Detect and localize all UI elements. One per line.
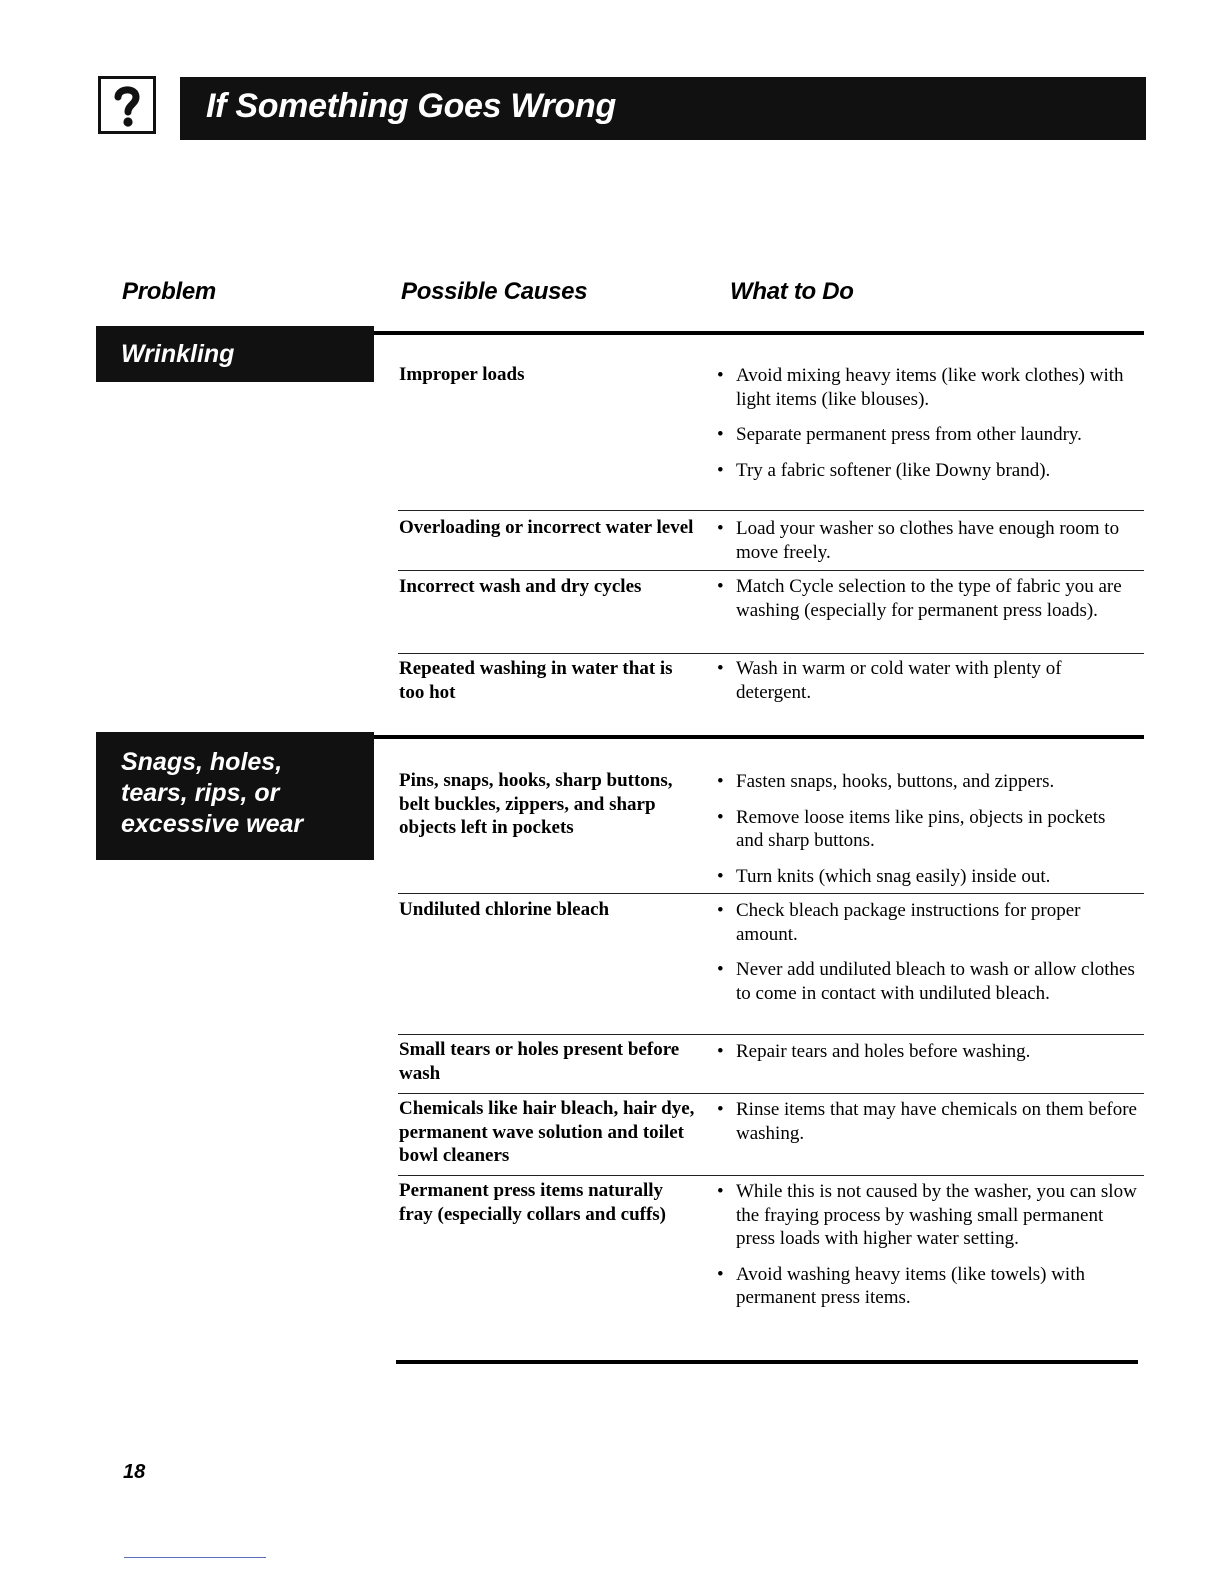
action-item: • Never add undiluted bleach to wash or allow clothes to come in contact with undiluted bleach. [717,958,1137,1005]
row-divider [398,893,1144,894]
actions-sharp-objects [717,770,1137,900]
row-divider [398,653,1144,654]
cause-overloading: Overloading or incorrect water level [399,517,694,538]
cause-chemicals: Chemicals like hair bleach, hair dye, permanent wave solution and toilet bowl cleaners [399,1098,695,1166]
row-divider [398,1093,1144,1094]
cause-improper-loads: Improper loads [399,364,525,385]
action-item: • Repair tears and holes before washing. [717,1040,1137,1064]
row-divider [398,1034,1144,1035]
action-item: • While this is not caused by the washer, you can slow the fraying process by washing small permanent press loads with higher water setting. [717,1180,1137,1251]
section-rule-wrinkling [374,331,1144,335]
question-mark-icon [98,76,156,134]
column-header-what-to-do: What to Do [730,278,854,305]
action-item: • Rinse items that may have chemicals on them before washing. [717,1098,1137,1145]
problem-wrinkling: Wrinkling [96,326,374,382]
problem-snags: Snags, holes, tears, rips, or excessive wear [96,732,374,860]
action-item: • Try a fabric softener (like Downy brand). [717,459,1137,483]
page-title: If Something Goes Wrong [206,87,616,125]
action-item: • Turn knits (which snag easily) inside out. [717,865,1137,889]
cause-chlorine-bleach: Undiluted chlorine bleach [399,899,610,920]
action-item: • Avoid washing heavy items (like towels) with permanent press items. [717,1263,1137,1310]
cause-permanent-press-fray: Permanent press items naturally fray (especially collars and cuffs) [399,1180,667,1225]
action-item: • Separate permanent press from other laundry. [717,423,1137,447]
action-item: • Wash in warm or cold water with plenty of detergent. [717,657,1137,704]
actions-tears-holes [717,1040,1137,1076]
cause-sharp-objects: Pins, snaps, hooks, sharp buttons, belt buckles, zippers, and sharp objects left in pockets [399,770,673,838]
action-item: • Fasten snaps, hooks, buttons, and zippers. [717,770,1137,794]
row-divider [398,1175,1144,1176]
row-divider [398,570,1144,571]
action-item: • Load your washer so clothes have enough room to move freely. [717,517,1137,564]
cause-tears-holes: Small tears or holes present before wash [399,1039,680,1084]
section-rule-snags [374,735,1144,739]
action-item: • Remove loose items like pins, objects in pockets and sharp buttons. [717,806,1137,853]
action-item: • Check bleach package instructions for proper amount. [717,899,1137,946]
table-bottom-rule [396,1360,1138,1364]
action-item: • Match Cycle selection to the type of fabric you are washing (especially for permanent press loads). [717,575,1137,622]
actions-chemicals [717,1098,1137,1157]
footer-line [124,1557,266,1558]
actions-incorrect-cycles [717,575,1137,634]
actions-permanent-press-fray [717,1180,1137,1322]
actions-improper-loads [717,364,1137,494]
title-bar [180,77,1146,140]
actions-chlorine-bleach [717,899,1137,1017]
action-item: • Avoid mixing heavy items (like work clothes) with light items (like blouses). [717,364,1137,411]
row-divider [398,510,1144,511]
actions-overloading [717,517,1137,576]
page-number: 18 [123,1461,146,1483]
cause-water-too-hot: Repeated washing in water that is too hot [399,658,673,703]
column-header-problem: Problem [122,278,216,305]
column-header-causes: Possible Causes [401,278,588,305]
actions-water-too-hot [717,657,1137,716]
cause-incorrect-cycles: Incorrect wash and dry cycles [399,576,642,597]
